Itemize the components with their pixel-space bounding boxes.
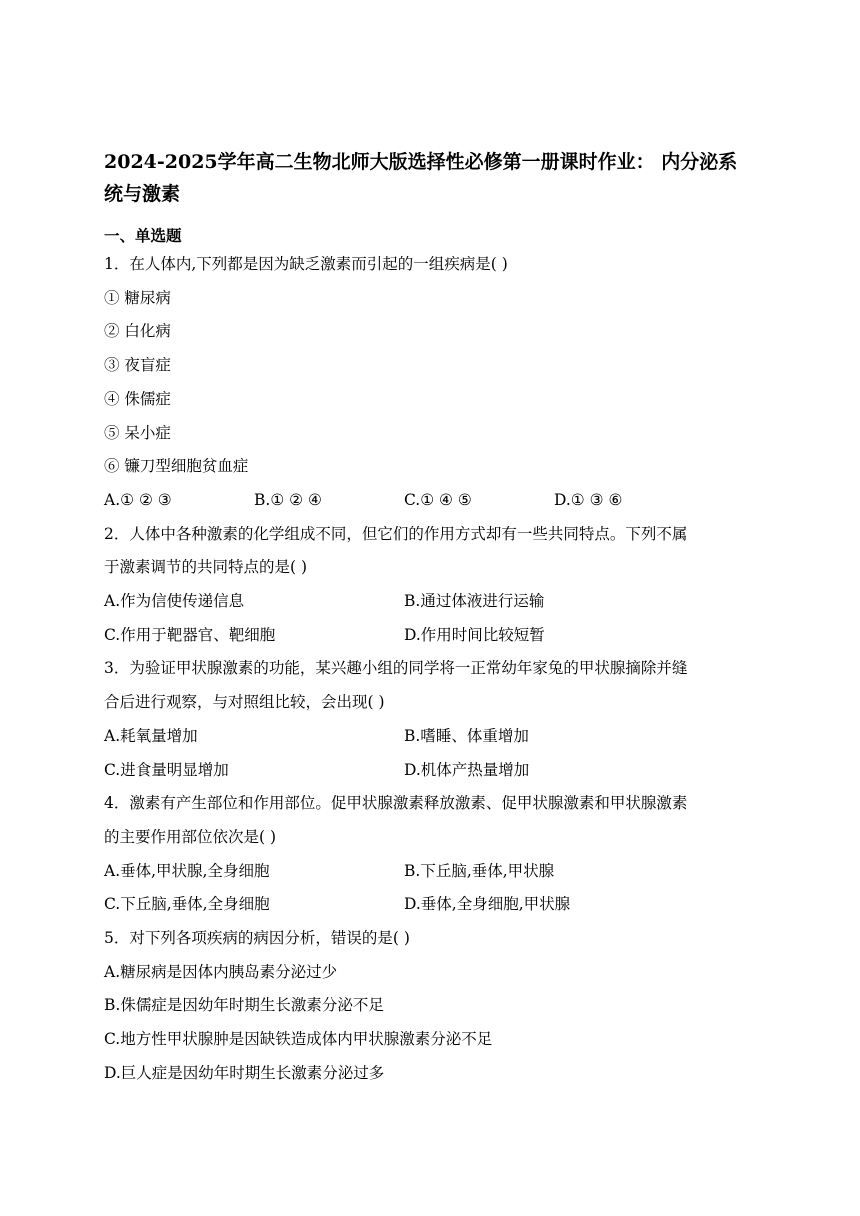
- list-item: ② 白化病: [104, 322, 171, 341]
- option-d: D.巨人症是因幼年时期生长激素分泌过多: [104, 1063, 385, 1082]
- list-item: ③ 夜盲症: [104, 356, 171, 375]
- option-b: B.① ② ④: [254, 490, 322, 509]
- option-a: A.作为信使传递信息: [104, 592, 245, 611]
- question-2: [104, 518, 760, 653]
- list-item: ① 糖尿病: [104, 288, 171, 307]
- question-4: [104, 787, 760, 922]
- question-stem-cont: 于激素调节的共同特点的是( ): [104, 558, 308, 577]
- option-c: C.作用于靶器官、靶细胞: [104, 625, 276, 644]
- option-c: C.地方性甲状腺肿是因缺铁造成体内甲状腺激素分泌不足: [104, 1030, 493, 1049]
- question-stem: 5．对下列各项疾病的病因分析，错误的是( ): [104, 929, 410, 948]
- options-row: [104, 619, 760, 653]
- question-stem-cont: 合后进行观察，与对照组比较，会出现( ): [104, 693, 385, 712]
- options-row: [104, 888, 760, 922]
- list-item: ⑤ 呆小症: [104, 423, 171, 442]
- option-b: B.嗜睡、体重增加: [404, 726, 529, 745]
- option-d: D.垂体,全身细胞,甲状腺: [404, 895, 571, 914]
- option-d: D.作用时间比较短暂: [404, 625, 545, 644]
- option-c: C.进食量明显增加: [104, 760, 229, 779]
- option-c: C.① ④ ⑤: [404, 490, 472, 509]
- question-5: [104, 922, 760, 1091]
- question-3: [104, 652, 760, 787]
- option-a: A.垂体,甲状腺,全身细胞: [104, 861, 270, 880]
- question-stem: 1．在人体内,下列都是因为缺乏激素而引起的一组疾病是( ): [104, 255, 508, 273]
- title-line-1: 2024-2025学年高二生物北师大版选择性必修第一册课时作业： 内分泌系: [104, 151, 738, 173]
- question-1: [104, 248, 760, 518]
- option-b: B.通过体液进行运输: [404, 592, 545, 611]
- question-stem: 3．为验证甲状腺激素的功能，某兴趣小组的同学将一正常幼年家兔的甲状腺摘除并缝: [104, 659, 688, 678]
- option-a: A.糖尿病是因体内胰岛素分泌过少: [104, 962, 338, 981]
- question-stem: 4．激素有产生部位和作用部位。促甲状腺激素释放激素、促甲状腺激素和甲状腺激素: [104, 794, 688, 813]
- options-row: [104, 484, 760, 518]
- options-row: [104, 585, 760, 619]
- list-item: ④ 侏儒症: [104, 389, 171, 408]
- section-heading: 一、单选题: [104, 227, 182, 245]
- option-d: D.机体产热量增加: [404, 760, 530, 779]
- title-line-2: 统与激素: [104, 183, 181, 205]
- option-a: A.① ② ③: [104, 490, 172, 509]
- option-b: B.侏儒症是因幼年时期生长激素分泌不足: [104, 996, 384, 1015]
- options-row: [104, 855, 760, 889]
- options-row: [104, 754, 760, 788]
- option-c: C.下丘脑,垂体,全身细胞: [104, 895, 270, 914]
- option-a: A.耗氧量增加: [104, 726, 198, 745]
- option-b: B.下丘脑,垂体,甲状腺: [404, 861, 555, 880]
- question-stem: 2．人体中各种激素的化学组成不同，但它们的作用方式却有一些共同特点。下列不属: [104, 524, 688, 543]
- list-item: ⑥ 镰刀型细胞贫血症: [104, 457, 249, 476]
- options-row: [104, 720, 760, 754]
- option-d: D.① ③ ⑥: [554, 490, 623, 509]
- question-stem-cont: 的主要作用部位依次是( ): [104, 827, 277, 846]
- document-title: [104, 146, 760, 210]
